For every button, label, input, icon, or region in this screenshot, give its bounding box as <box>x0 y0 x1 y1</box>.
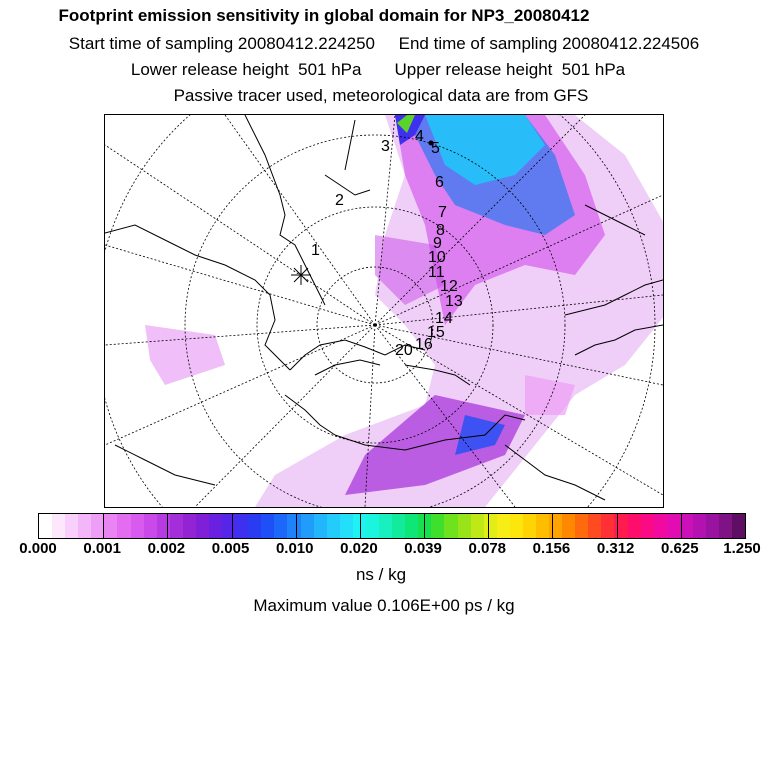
colorbar-segment <box>484 514 497 538</box>
colorbar-segment <box>340 514 353 538</box>
colorbar-segment <box>667 514 680 538</box>
colorbar <box>38 513 746 539</box>
colorbar-segment <box>588 514 601 538</box>
colorbar-tick <box>617 514 618 538</box>
colorbar-tick <box>424 514 425 538</box>
colorbar-segment <box>222 514 235 538</box>
colorbar-segment <box>78 514 91 538</box>
colorbar-segment <box>104 514 117 538</box>
trajectory-label: 12 <box>440 278 458 295</box>
trajectory-label: 14 <box>435 310 453 327</box>
trajectory-label: 8 <box>436 222 445 239</box>
colorbar-tick-label: 0.001 <box>83 540 121 557</box>
colorbar-segment <box>549 514 562 538</box>
colorbar-tick <box>167 514 168 538</box>
release-height-line: Lower release height 501 hPa Upper release height 501 hPa <box>130 60 626 79</box>
colorbar-segment <box>274 514 287 538</box>
colorbar-tick <box>488 514 489 538</box>
trajectory-label: 7 <box>438 204 447 221</box>
colorbar-segment <box>261 514 274 538</box>
colorbar-segment <box>693 514 706 538</box>
colorbar-segment <box>641 514 654 538</box>
colorbar-segment <box>379 514 392 538</box>
colorbar-segment <box>510 514 523 538</box>
trajectory-label: 5 <box>431 140 440 157</box>
colorbar-segment <box>144 514 157 538</box>
colorbar-segment <box>706 514 719 538</box>
trajectory-label: 4 <box>415 128 424 145</box>
colorbar-tick-label: 1.250 <box>723 540 761 557</box>
colorbar-segment <box>235 514 248 538</box>
colorbar-segment <box>601 514 614 538</box>
colorbar-tick-label: 0.002 <box>147 540 186 557</box>
colorbar-segment <box>719 514 732 538</box>
colorbar-segment <box>471 514 484 538</box>
trajectory-label: 6 <box>435 174 444 191</box>
trajectory-label: 9 <box>433 235 442 252</box>
colorbar-segment <box>117 514 130 538</box>
colorbar-tick <box>232 514 233 538</box>
colorbar-segment <box>444 514 457 538</box>
colorbar-segment <box>575 514 588 538</box>
trajectory-label: 2 <box>335 192 344 209</box>
colorbar-tick-label: 0.312 <box>596 540 635 557</box>
colorbar-segment <box>497 514 510 538</box>
trajectory-label: 13 <box>445 293 463 310</box>
colorbar-segment <box>392 514 405 538</box>
trajectory-label: 20 <box>395 342 413 359</box>
colorbar-tick <box>296 514 297 538</box>
map-title: Footprint emission sensitivity in global domain for NP3_20080412 <box>58 6 590 25</box>
colorbar-segment <box>301 514 314 538</box>
colorbar-tick <box>103 514 104 538</box>
colorbar-tick-label: 0.625 <box>661 540 699 557</box>
colorbar-segment <box>196 514 209 538</box>
trajectory-label: 15 <box>427 324 445 341</box>
colorbar-segment <box>248 514 261 538</box>
colorbar-tick-label: 0.078 <box>468 540 507 557</box>
colorbar-segment <box>314 514 327 538</box>
colorbar-segment <box>732 514 745 538</box>
colorbar-segment <box>562 514 575 538</box>
colorbar-segment <box>405 514 418 538</box>
trajectory-label: 1 <box>311 242 320 259</box>
maximum-value-note: Maximum value 0.106E+00 ps / kg <box>253 596 515 615</box>
colorbar-segment <box>458 514 471 538</box>
colorbar-segment <box>366 514 379 538</box>
colorbar-segment <box>327 514 340 538</box>
map-canvas <box>105 115 663 507</box>
colorbar-segment <box>654 514 667 538</box>
colorbar-tick-label: 0.010 <box>275 540 314 557</box>
colorbar-tick-label: 0.020 <box>340 540 378 557</box>
polar-map <box>104 114 664 508</box>
colorbar-segment <box>287 514 300 538</box>
colorbar-tick-label: 0.000 <box>19 540 57 557</box>
colorbar-segment <box>170 514 183 538</box>
colorbar-tick-label: 0.156 <box>532 540 571 557</box>
colorbar-segment <box>431 514 444 538</box>
colorbar-units: ns / kg <box>355 565 407 584</box>
colorbar-segment <box>183 514 196 538</box>
trajectory-label: 3 <box>381 138 390 155</box>
trajectory-label: 16 <box>415 336 433 353</box>
colorbar-tick <box>681 514 682 538</box>
sampling-time-line: Start time of sampling 20080412.224250 End time of sampling 20080412.224506 <box>68 34 700 53</box>
receptor-marker <box>291 265 311 285</box>
colorbar-segment <box>131 514 144 538</box>
colorbar-tick <box>360 514 361 538</box>
tracer-info-line: Passive tracer used, meteorological data are from GFS <box>173 86 589 105</box>
colorbar-segment <box>52 514 65 538</box>
colorbar-segment <box>39 514 52 538</box>
trajectory-label: 10 <box>428 249 446 266</box>
colorbar-tick-label: 0.005 <box>211 540 250 557</box>
colorbar-tick-label: 0.039 <box>404 540 442 557</box>
footprint-plume <box>145 115 663 507</box>
colorbar-segment <box>523 514 536 538</box>
colorbar-segment <box>628 514 641 538</box>
colorbar-segment <box>209 514 222 538</box>
colorbar-tick <box>552 514 553 538</box>
trajectory-label: 11 <box>428 264 445 281</box>
colorbar-segment <box>65 514 78 538</box>
colorbar-segment <box>536 514 549 538</box>
